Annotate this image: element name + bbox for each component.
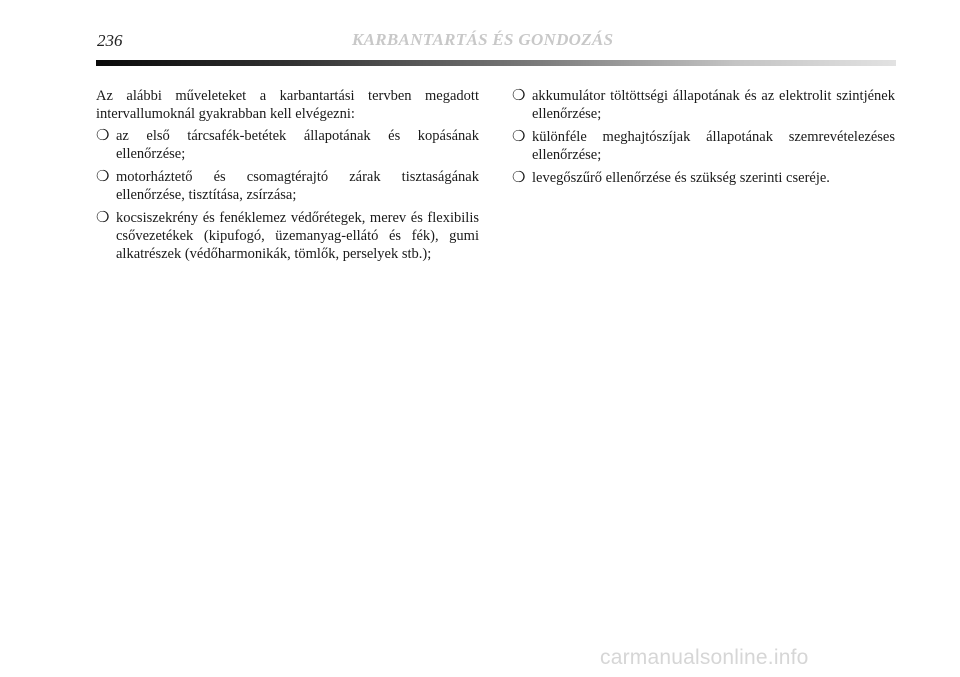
left-column [96, 87, 479, 268]
chapter-title: KARBANTARTÁS ÉS GONDOZÁS [352, 30, 614, 49]
bullet-list-left [96, 127, 479, 263]
list-item [512, 87, 895, 123]
list-item [512, 128, 895, 164]
list-item-text: különféle meghajtószíjak állapotának szemrevételezéses ellenőrzése; [532, 129, 895, 163]
list-item-text: akkumulátor töltöttségi állapotának és az elektrolit szintjének ellenőrzése; [532, 88, 895, 122]
header-rule [96, 60, 896, 66]
circle-bullet-icon: ❍ [512, 170, 526, 186]
circle-bullet-icon: ❍ [96, 210, 110, 226]
circle-bullet-icon: ❍ [96, 169, 110, 185]
circle-bullet-icon: ❍ [96, 128, 110, 144]
list-item [96, 209, 479, 263]
list-item [512, 169, 895, 187]
list-item [96, 168, 479, 204]
list-item-text: az első tárcsafék-betétek állapotának és kopásának ellenőrzése; [116, 128, 479, 162]
list-item-text: motorháztető és csomagtérajtó zárak tisztaságának ellenőrzése, tisztítása, zsírzása; [116, 169, 479, 203]
list-item-text: levegőszűrő ellenőrzése és szükség szerinti cseréje. [532, 170, 830, 186]
right-column [512, 87, 895, 192]
page-number: 236 [97, 31, 123, 50]
circle-bullet-icon: ❍ [512, 88, 526, 104]
bullet-list-right [512, 87, 895, 187]
list-item-text: kocsiszekrény és fenéklemez védőrétegek, merev és flexibilis csővezetékek (kipufogó, üzemanyag-ellátó és fék), gumi alkatrészek (védőharmonikák, tömlők, perselyek stb.); [116, 210, 479, 262]
watermark-link[interactable]: carmanualsonline.info [600, 646, 809, 669]
list-item [96, 127, 479, 163]
circle-bullet-icon: ❍ [512, 129, 526, 145]
intro-paragraph: Az alábbi műveleteket a karbantartási tervben megadott intervallumoknál gyakrabban kell elvégezni: [96, 88, 479, 122]
